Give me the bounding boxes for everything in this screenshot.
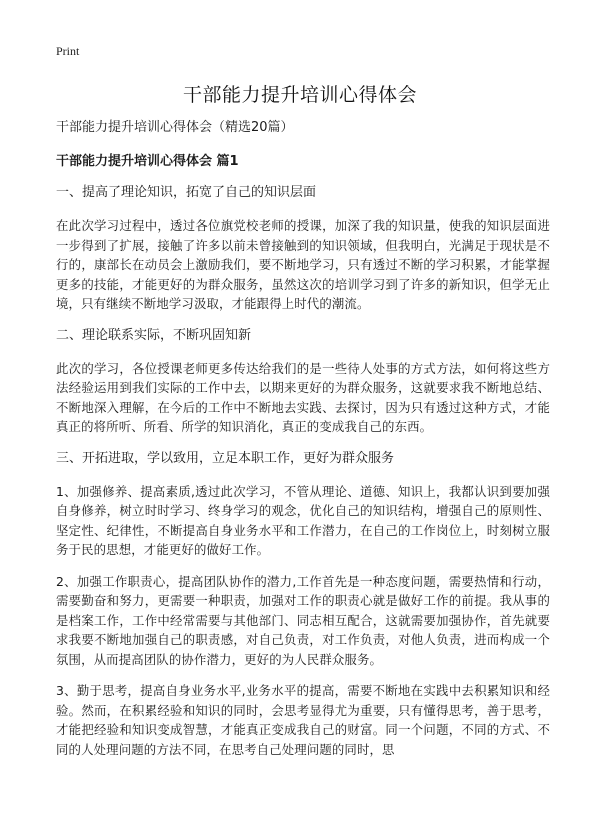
print-link[interactable]: Print	[56, 44, 80, 58]
paragraph-1: 在此次学习过程中，透过各位旗党校老师的授课，加深了我的知识量，使我的知识层面进一步得到了扩展，接触了许多以前未曾接触到的知识领域，但我明白，光满足于现状是不行的，康部长在动员会上激励我们，要不断地学习，只有透过不断的学习积累，才能掌握更多的技能，才能更好的为群众服务，虽然这次的培训学习到了许多的新知识，但学无止境，只有继续不断地学习汲取，才能跟得上时代的潮流。	[56, 218, 550, 311]
paragraph-2: 此次的学习，各位授课老师更多传达给我们的是一些待人处事的方式方法，如何将这些方法经验运用到我们实际的工作中去，以期来更好的为群众服务，这就要求我不断地总结、不断地深入理解，在今后的工作中不断地去实践、去探讨，因为只有透过这种方式，才能真正的将所听、所看、所学的知识消化，真正的变成我自己的东西。	[56, 360, 550, 434]
point-heading-1: 一、提高了理论知识，拓宽了自己的知识层面	[56, 185, 317, 200]
article-body	[56, 118, 550, 771]
page-title: 干部能力提升培训心得体会	[182, 84, 417, 106]
paragraph-5: 3、勤于思考，提高自身业务水平,业务水平的提高，需要不断地在实践中去积累知识和经验。然而，在积累经验和知识的同时，会思考显得尤为重要，只有懂得思考，善于思考，才能把经验和知识变成智慧，才能真正变成我自己的财富。同一个问题，不同的方式、不同的人处理问题的方法不同，在思考自己处理问题的同时，思	[56, 683, 550, 757]
section-heading: 干部能力提升培训心得体会 篇1	[56, 154, 239, 169]
paragraph-4: 2、加强工作职责心，提高团队协作的潜力,工作首先是一种态度问题，需要热情和行动，需要勤奋和努力，更需要一种职责，加强对工作的职责心就是做好工作的前提。我从事的是档案工作，工作中经常需要与其他部门、同志相互配合，这就需要加强协作，首先就要求我要不断地加强自己的职责感，对自己负责，对工作负责，对他人负责，进而构成一个氛围，从而提高团队的协作潜力，更好的为人民群众服务。	[56, 573, 550, 667]
article-subtitle: 干部能力提升培训心得体会（精选20篇）	[56, 120, 294, 135]
paragraph-3: 1、加强修养、提高素质,透过此次学习，不管从理论、道德、知识上，我都认识到要加强自身修养，树立时时学习、终身学习的观念，优化自己的知识结构，增强自己的原则性、坚定性、纪律性，不断提高自身业务水平和工作潜力，在自己的工作岗位上，时刻树立服务于民的思想，才能更好的做好工作。	[56, 483, 550, 557]
point-heading-3: 三、开拓进取，学以致用，立足本职工作，更好为群众服务	[56, 450, 395, 466]
point-heading-2: 二、理论联系实际，不断巩固知新	[56, 327, 252, 343]
